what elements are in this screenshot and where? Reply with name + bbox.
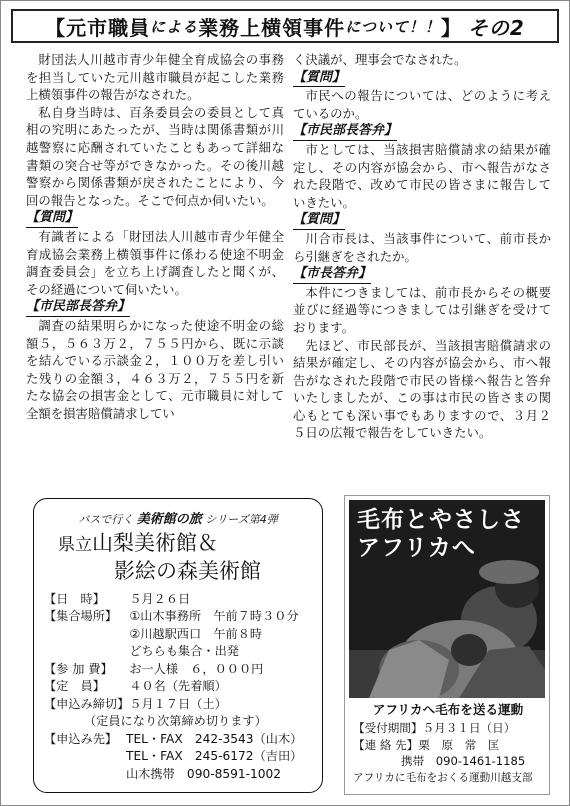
tour-detail-label: 【申込み締切】: [44, 696, 130, 711]
article-paragraph: 有識者による「財団法人川越市青少年健全育成協会業務上横領事件に係わる使途不明金調査委員会」を立ち上げ調査したと聞くが、その経過について伺いたい。: [26, 228, 284, 297]
tour-title-line2: 影絵の森美術館: [114, 558, 261, 583]
africa-contact: 【連 絡 先】栗 原 常 匡: [353, 737, 500, 752]
tour-contact-1: TEL・FAX 242-3543（山木）: [126, 731, 303, 746]
tour-detail-label: 【集合場所】: [44, 609, 118, 623]
museum-tour-box: [33, 498, 323, 793]
tour-contact-3: 山木携帯 090-8591-1002: [126, 766, 282, 781]
article-paragraph: 市民への報告については、どのように考えているのか。: [293, 88, 551, 121]
tour-detail-row: [44, 661, 312, 679]
tour-title-line1: 県立山梨美術館＆: [58, 530, 218, 555]
tour-detail-row: [44, 626, 312, 644]
article-right-column: [293, 51, 551, 442]
tour-detail-label: [44, 626, 129, 644]
article-paragraph: 先ほど、市民部長が、当該損害賠償請求の結果が確定し、その内容が協会から、市へ報告がなされた段階で市民の皆様へ報告と答弁いたしましたが、この事は市民の皆さまの関心もとても深い事でもありますので、３月２５日の広報で報告をしていきたい。: [293, 337, 551, 441]
article-paragraph: 本件につきましては、前市長からその概要並びに経過等につきましては引継ぎを受けております。: [293, 284, 551, 335]
africa-org: アフリカに毛布をおくる運動川越支部: [353, 771, 533, 784]
tour-series: バスで行く 美術館の旅 シリーズ第4弾: [78, 512, 278, 527]
tour-details: [44, 591, 312, 714]
section-heading: [26, 298, 284, 317]
tour-detail-value: ５月１７日（土）: [129, 696, 227, 711]
section-heading-text: 【質問】: [26, 209, 78, 228]
tour-detail-value: ５月２６日: [129, 591, 191, 606]
article-paragraph: 調査の結果明らかになった使途不明金の総額５，５６３万２，７５５円から、既に示談を結んでいる示談金２，１００万を差し引いた残りの金額３，４６３万２，７５５円を新たな協会の損害金として、元市職員に対して全額を損害賠償請求してい: [26, 317, 284, 421]
article-paragraph: 川合市長は、当該事件について、前市長から引継ぎをされたか。: [293, 230, 551, 264]
section-heading: [293, 69, 551, 88]
tour-detail-value: どちらも集合・出発: [129, 644, 239, 658]
tour-detail-row: [44, 643, 312, 661]
section-heading: [293, 122, 551, 141]
tour-detail-row: [44, 696, 312, 714]
tour-detail-row: [44, 608, 312, 626]
page-title: 【 元市職員 による 業務上横領事件 について！！ 】 その2: [11, 9, 559, 43]
section-heading-text: 【市民部長答弁】: [26, 298, 130, 317]
article-paragraph: 市としては、当該損害賠償請求の結果が確定し、その内容が協会から、市へ報告がなされた段階で、改めて市民の皆さまに報告していきたい。: [293, 141, 551, 210]
africa-mobile: 携帯 090-1461-1185: [401, 754, 526, 768]
africa-poster-image: [349, 500, 545, 698]
africa-period: 【受付期間】５月３１日（日）: [353, 721, 516, 735]
section-heading: [293, 211, 551, 230]
tour-detail-value: お一人様 ６，０００円: [129, 661, 264, 676]
article-paragraph: 私自身当時は、百条委員会の委員として真相の究明にあたったが、当時は関係書類が川越警察に応酬されていたこともあって詳細な書類の突合せ等ができなかった。その後川越警察から関係書類が戻されたことにより、今回の報告となった。そこで何点か伺いたい。: [26, 104, 284, 208]
tour-detail-row: [44, 678, 312, 696]
tour-detail-label: [44, 643, 129, 661]
tour-detail-label: 【定 員】: [44, 679, 105, 693]
tour-deadline-note: （定員になり次第締め切ります）: [84, 714, 267, 728]
tour-detail-value: ①山木事務所 午前７時３０分: [129, 609, 299, 623]
tour-detail-row: [44, 591, 312, 609]
poster-title: 毛布とやさしさ アフリカへ: [357, 507, 525, 561]
section-heading-text: 【市長答弁】: [293, 265, 371, 284]
section-heading-text: 【質問】: [293, 211, 345, 230]
section-heading: [293, 265, 551, 284]
tour-detail-label: 【参 加 費】: [44, 661, 113, 676]
africa-caption: アフリカへ毛布を送る運動: [372, 702, 524, 717]
section-heading-text: 【質問】: [293, 69, 345, 88]
section-heading: [26, 209, 284, 228]
africa-blanket-box: [344, 495, 550, 795]
africa-info: [353, 720, 549, 786]
tour-contacts: [44, 731, 312, 784]
tour-contact-2: TEL・FAX 245-6172（吉田）: [126, 749, 303, 763]
tour-contact-label: 【申込み先】: [44, 731, 118, 746]
tour-detail-label: 【日 時】: [44, 591, 105, 606]
section-heading-text: 【市民部長答弁】: [293, 122, 397, 141]
article-left-column: [26, 51, 284, 422]
tour-detail-value: ４０名（先着順）: [129, 679, 227, 693]
article-paragraph: く決議が、理事会でなされた。: [293, 52, 467, 67]
tour-detail-value: ②川越駅西口 午前８時: [129, 626, 263, 641]
article-paragraph: 財団法人川越市青少年健全育成協会の事務を担当していた元川越市職員が起こした業務上横領事件の報告がなされた。: [26, 52, 284, 103]
